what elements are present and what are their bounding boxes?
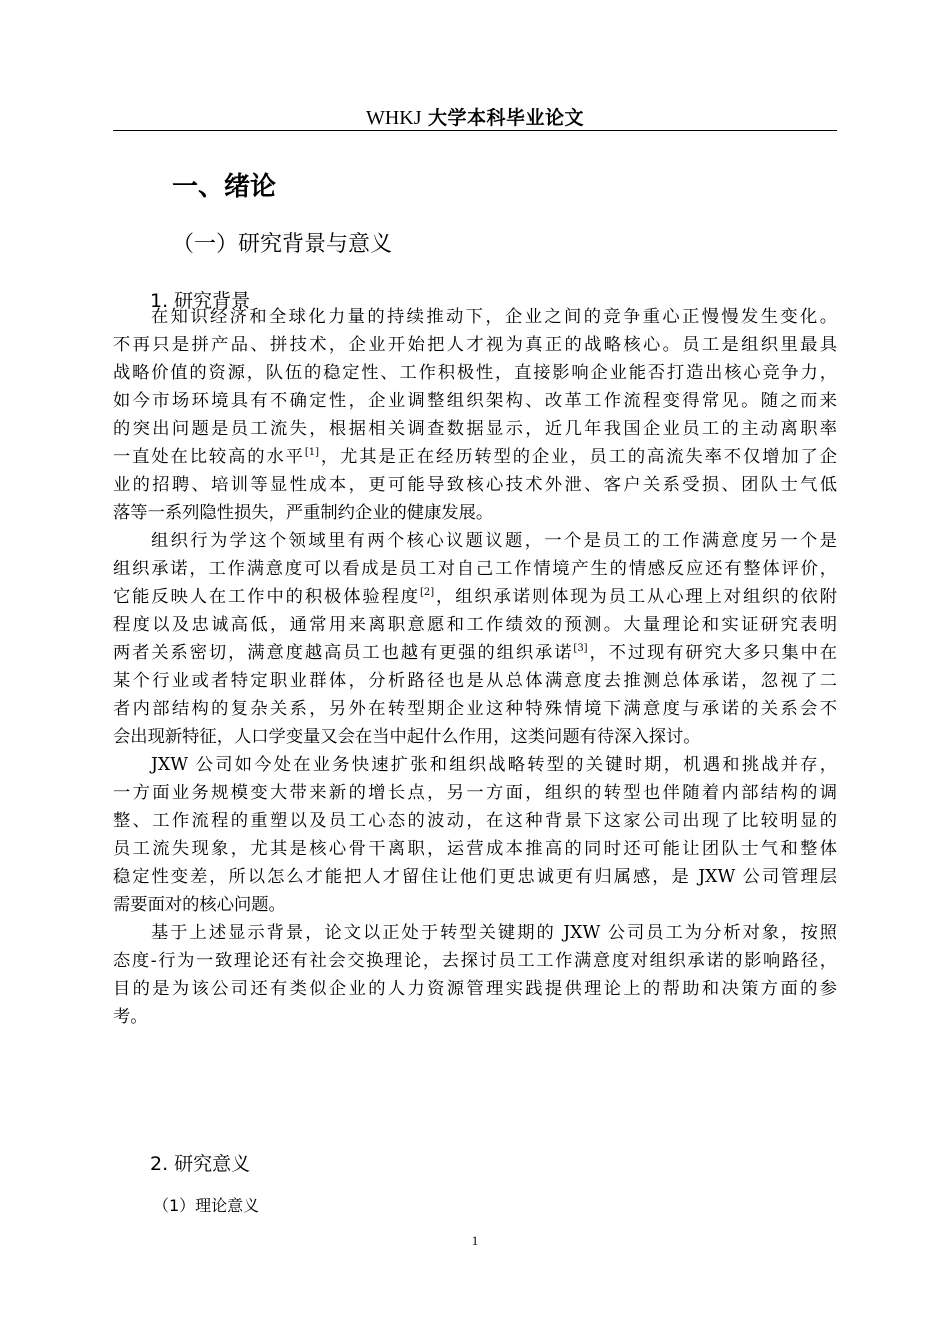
header-title: 大学本科毕业论文 [428,107,585,129]
text-segment: 两者关系密切，满意度越高员工也越有更强的组织承诺 [113,643,574,663]
text-segment: ，不过现有研究大多只集中在 [587,643,837,663]
subsection-heading-background: 1. 研究背景 [150,290,251,312]
body-paragraphs [113,303,837,1031]
text-line: 者内部结构的复杂关系，另外在转型期企业这种特殊情境下满意度与承诺的关系会不 [113,699,837,719]
text-line: 基于上述显示背景，论文以正处于转型关键期的 JXW 公司员工为分析对象，按照 [151,923,837,943]
text-line: 程度以及忠诚高低，通常用来离职意愿和工作绩效的预测。大量理论和实证研究表明 [113,615,837,635]
paragraph [113,303,837,527]
text-line [113,583,837,611]
text-segment: ，尤其是正在经历转型的企业，员工的高流失率不仅增加了企 [319,447,837,467]
header-rule [113,130,837,131]
text-line: 战略价值的资源，队伍的稳定性、工作积极性，直接影响企业能否打造出核心竞争力， [113,363,837,383]
text-line: 的突出问题是员工流失，根据相关调查数据显示，近几年我国企业员工的主动离职率 [113,419,837,439]
citation-ref: [1] [304,447,320,458]
text-segment: 一直处在比较高的水平 [113,447,305,467]
paragraph [113,751,837,919]
text-line: JXW 公司如今处在业务快速扩张和组织战略转型的关键时期，机遇和挑战并存， [151,755,837,775]
text-line [113,443,837,471]
text-line: 稳定性变差，所以怎么才能把人才留住让他们更忠诚更有归属感，是 JXW 公司管理层 [113,867,837,887]
text-line [113,639,837,667]
text-line: 不再只是拼产品、拼技术，企业开始把人才视为真正的战略核心。员工是组织里最具 [113,335,837,355]
text-line: 整、工作流程的重塑以及员工心态的波动，在这种背景下这家公司出现了比较明显的 [113,811,837,831]
chapter-title: 一、绪论 [172,172,277,202]
text-line: 会出现新特征，人口学变量又会在当中起什么作用，这类问题有待深入探讨。 [113,727,701,747]
citation-ref: [2] [419,587,435,598]
text-segment: ，组织承诺则体现为员工从心理上对组织的依附 [434,587,837,607]
text-line: 目的是为该公司还有类似企业的人力资源管理实践提供理论上的帮助和决策方面的参 [113,979,837,999]
text-line: 组织行为学这个领域里有两个核心议题议题，一个是员工的工作满意度另一个是 [151,531,837,551]
text-line: 如今市场环境具有不确定性，企业调整组织架构、改革工作流程变得常见。随之而来 [113,391,837,411]
text-line: 员工流失现象，尤其是核心骨干离职，运营成本推高的同时还可能让团队士气和整体 [113,839,837,859]
text-line: 在知识经济和全球化力量的持续推动下，企业之间的竞争重心正慢慢发生变化。 [151,307,837,327]
text-line: 一方面业务规模变大带来新的增长点，另一方面，组织的转型也伴随着内部结构的调 [113,783,837,803]
paragraph [113,527,837,751]
text-line: 业的招聘、培训等显性成本，更可能导致核心技术外泄、客户关系受损、团队士气低 [113,475,837,495]
text-line: 需要面对的核心问题。 [113,895,286,915]
text-segment: 它能反映人在工作中的积极体验程度 [113,587,420,607]
page-number: 1 [471,1233,479,1248]
text-line: 考。 [113,1007,148,1027]
text-line: 落等一系列隐性损失，严重制约企业的健康发展。 [113,503,494,523]
citation-ref: [3] [573,643,588,654]
text-line: 某个行业或者特定职业群体，分析路径也是从总体满意度去推测总体承诺，忽视了二 [113,671,837,691]
text-line: 态度-行为一致理论还有社会交换理论，去探讨员工工作满意度对组织承诺的影响路径， [113,951,837,971]
paragraph [113,919,837,1031]
header-latin: WHKJ [365,107,422,129]
running-header [113,103,837,130]
subsubsection-heading-theory: （1）理论意义 [153,1196,260,1215]
subsection-heading-significance: 2. 研究意义 [150,1153,251,1175]
text-line: 组织承诺，工作满意度可以看成是员工对自己工作情境产生的情感反应还有整体评价， [113,559,837,579]
section-title: （一）研究背景与意义 [172,232,393,257]
